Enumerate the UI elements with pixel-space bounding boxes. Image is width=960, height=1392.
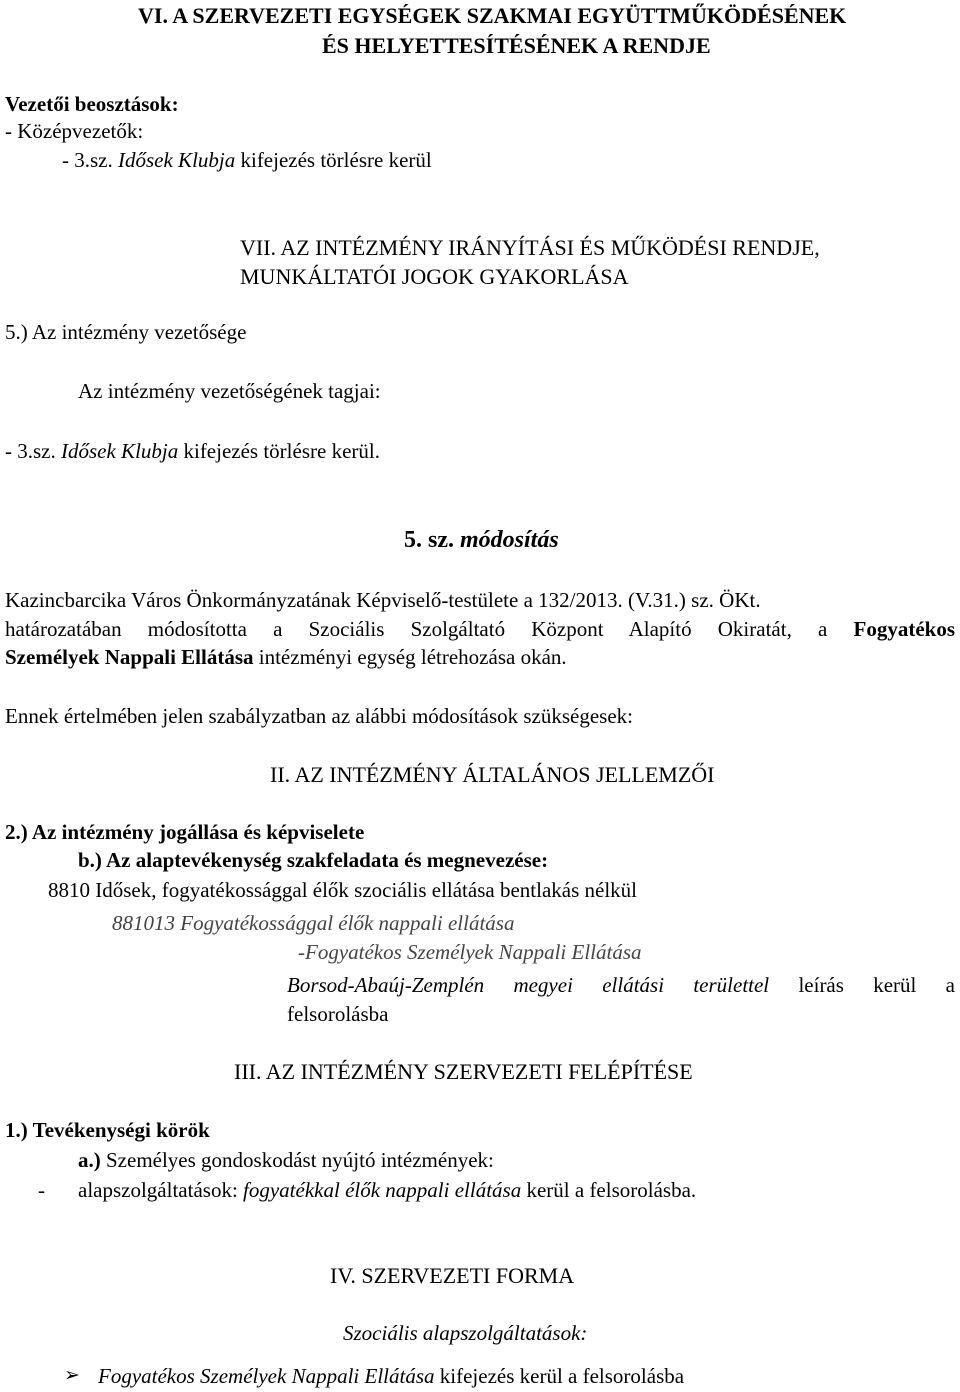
borsod-italic: Borsod-Abaúj-Zemplén megyei ellátási területtel — [287, 973, 770, 997]
section-iv-sub: Szociális alapszolgáltatások: — [343, 1321, 588, 1345]
item-suffix: kifejezés törlésre kerül. — [183, 439, 380, 463]
section-vi-sub: - Középvezetők: — [5, 119, 144, 143]
section-iv-item — [98, 1366, 684, 1387]
section-vii-sub-heading: 5.) Az intézmény vezetősége — [5, 320, 247, 344]
section-vii-item — [5, 441, 380, 462]
item-italic: Fogyatékos Személyek Nappali Ellátása — [98, 1364, 435, 1388]
arrow-bullet-icon: ➢ — [64, 1364, 80, 1386]
section-iii-sub: 1.) Tevékenységi körök — [5, 1118, 210, 1142]
modification-title-number: 5. sz. — [404, 527, 454, 553]
modification-para1-line1 — [5, 590, 955, 611]
activity-fsne: -Fogyatékos Személyek Nappali Ellátása — [298, 940, 642, 964]
section-iii-item — [78, 1180, 696, 1201]
section-vi-title-line2: ÉS HELYETTESÍTÉSÉNEK A RENDJE — [322, 33, 711, 58]
a-label: a.) — [78, 1148, 101, 1172]
section-iv-title: IV. SZERVEZETI FORMA — [330, 1263, 575, 1288]
section-iii-item-dash: - — [38, 1178, 45, 1202]
activity-borsod — [287, 975, 955, 996]
section-vi-heading: Vezetői beosztások: — [5, 92, 179, 116]
section-iii-title: III. AZ INTÉZMÉNY SZERVEZETI FELÉPÍTÉSE — [234, 1059, 693, 1084]
modification-para1-line3 — [5, 647, 567, 668]
para1-line2-bold: Fogyatékos — [853, 617, 956, 641]
item-prefix: alapszolgáltatások: — [78, 1178, 238, 1202]
section-ii-b: b.) Az alaptevékenység szakfeladata és megnevezése: — [78, 848, 549, 872]
a-text: Személyes gondoskodást nyújtó intézmények: — [106, 1148, 494, 1172]
section-vi-title-line1: VI. A SZERVEZETI EGYSÉGEK SZAKMAI EGYÜTTMŰKÖDÉSÉNEK — [138, 3, 847, 28]
item-prefix: - 3.sz. — [5, 439, 56, 463]
activity-felsorolasba: felsorolásba — [287, 1002, 389, 1026]
section-ii-title: II. AZ INTÉZMÉNY ÁLTALÁNOS JELLEMZŐI — [270, 762, 715, 787]
modification-para1-line2 — [5, 619, 955, 640]
section-ii-sub: 2.) Az intézmény jogállása és képviselete — [5, 820, 365, 844]
section-vii-title-line1: VII. AZ INTÉZMÉNY IRÁNYÍTÁSI ÉS MŰKÖDÉSI RENDJE, — [240, 235, 820, 260]
item-italic: Idősek Klubja — [118, 148, 236, 172]
section-vi-item — [62, 150, 432, 171]
item-italic: Idősek Klubja — [61, 439, 179, 463]
section-vii-title-line2: MUNKÁLTATÓI JOGOK GYAKORLÁSA — [240, 264, 629, 289]
para1-line3-bold: Személyek Nappali Ellátása — [5, 645, 254, 669]
section-iii-a — [78, 1150, 494, 1171]
modification-title-word: módosítás — [460, 527, 559, 553]
para1-line2-text: határozatában módosította a Szociális Szolgáltató Központ Alapító Okiratát, a — [5, 617, 828, 641]
activity-881013: 881013 Fogyatékossággal élők nappali ellátása — [112, 911, 515, 935]
item-prefix: - 3.sz. — [62, 148, 113, 172]
section-vii-members: Az intézmény vezetőségének tagjai: — [78, 379, 381, 403]
item-italic: fogyatékkal élők nappali ellátása — [243, 1178, 522, 1202]
item-suffix: kerül a felsorolásba. — [526, 1178, 697, 1202]
borsod-rest: leírás kerül a — [798, 973, 955, 997]
modification-para2: Ennek értelmében jelen szabályzatban az alábbi módosítások szükségesek: — [5, 704, 634, 728]
activity-8810: 8810 Idősek, fogyatékossággal élők szociális ellátása bentlakás nélkül — [48, 878, 637, 902]
item-suffix: kifejezés kerül a felsorolásba — [439, 1364, 685, 1388]
para1-line3-text: intézményi egység létrehozása okán. — [258, 645, 567, 669]
item-suffix: kifejezés törlésre kerül — [240, 148, 432, 172]
para1-line1-text: Kazincbarcika Város Önkormányzatának Képviselő-testülete a 132/2013. (V.31.) sz. ÖKt. — [5, 588, 761, 612]
modification-title — [404, 528, 559, 552]
